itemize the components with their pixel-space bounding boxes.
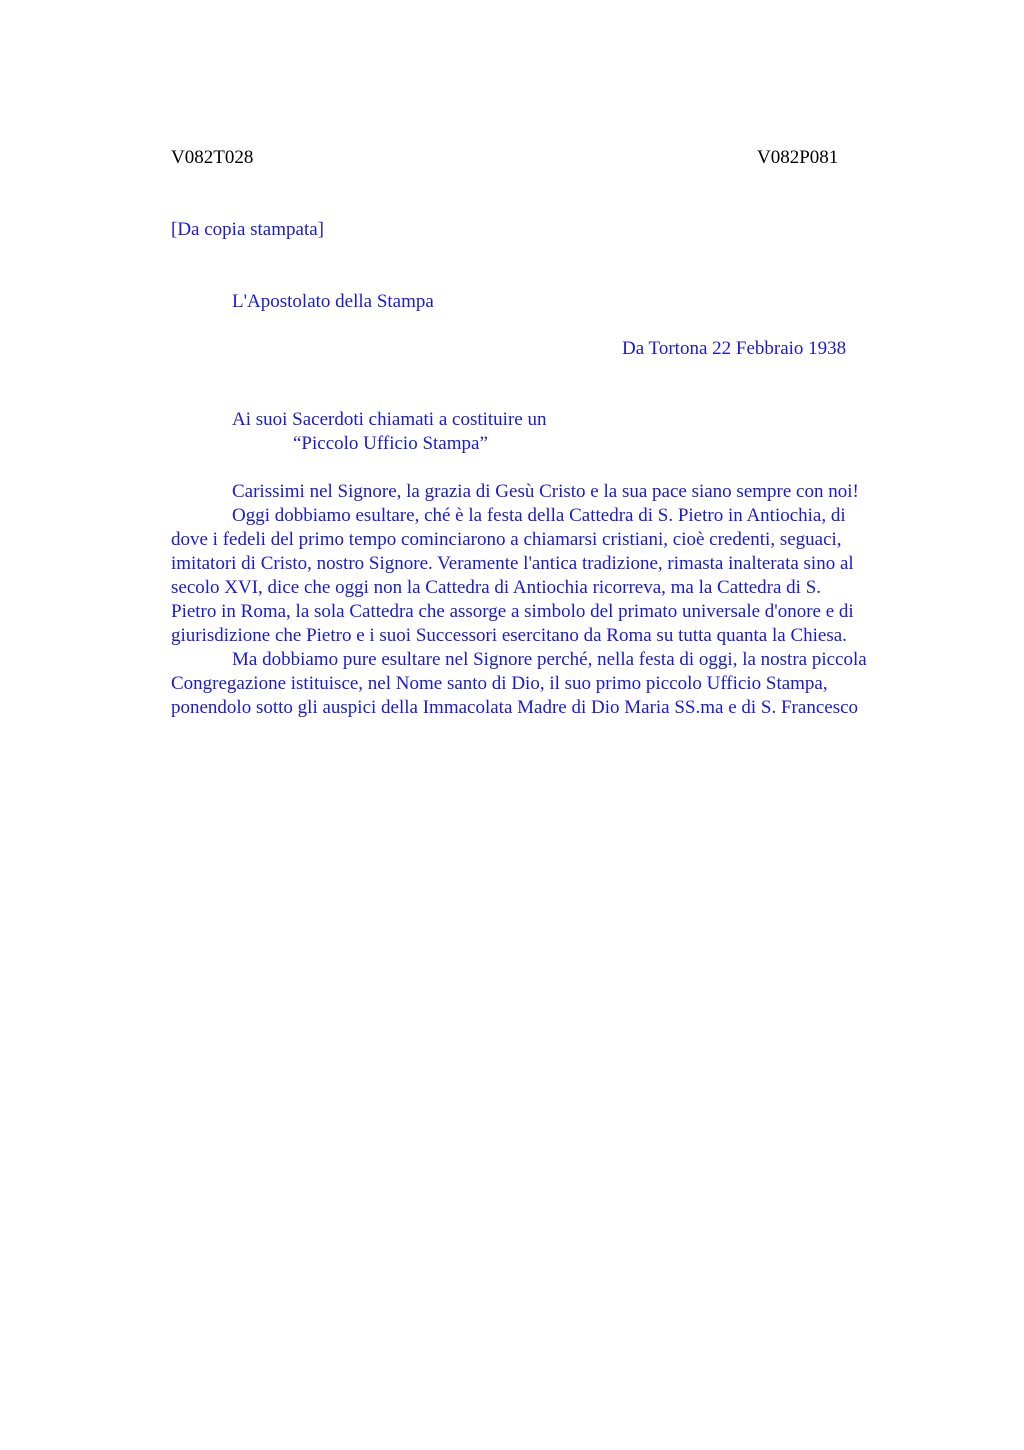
body-line: Ma dobbiamo pure esultare nel Signore perché, nella festa di oggi, la nostra piccola	[232, 649, 867, 670]
place-date: Da Tortona 22 Febbraio 1938	[622, 338, 847, 359]
body-line: giurisdizione che Pietro e i suoi Successori esercitano da Roma su tutta quanta la Chiesa.	[171, 625, 847, 646]
body-line: Carissimi nel Signore, la grazia di Gesù Cristo e la sua pace siano sempre con noi!	[232, 481, 859, 502]
body-line: ponendolo sotto gli auspici della Immacolata Madre di Dio Maria SS.ma e di S. Francesco	[171, 697, 859, 718]
body-line: imitatori di Cristo, nostro Signore. Veramente l'antica tradizione, rimasta inalterata sino al	[171, 553, 854, 574]
header-left-code: V082T028	[171, 147, 254, 168]
address-line-1: Ai suoi Sacerdoti chiamati a costituire un	[232, 409, 547, 430]
body-line: Oggi dobbiamo esultare, ché è la festa della Cattedra di S. Pietro in Antiochia, di	[232, 505, 846, 526]
body-line: Pietro in Roma, la sola Cattedra che assorge a simbolo del primato universale d'onore e di	[171, 601, 854, 622]
address-line-2: “Piccolo Ufficio Stampa”	[293, 433, 488, 454]
header-right-code: V082P081	[757, 147, 839, 168]
letter-body	[171, 480, 931, 720]
document-title: L'Apostolato della Stampa	[232, 291, 434, 312]
source-note: [Da copia stampata]	[171, 219, 324, 240]
body-line: secolo XVI, dice che oggi non la Cattedra di Antiochia ricorreva, ma la Cattedra di S.	[171, 577, 822, 598]
body-line: Congregazione istituisce, nel Nome santo di Dio, il suo primo piccolo Ufficio Stampa,	[171, 673, 828, 694]
body-line: dove i fedeli del primo tempo cominciarono a chiamarsi cristiani, cioè credenti, seguaci,	[171, 529, 842, 550]
